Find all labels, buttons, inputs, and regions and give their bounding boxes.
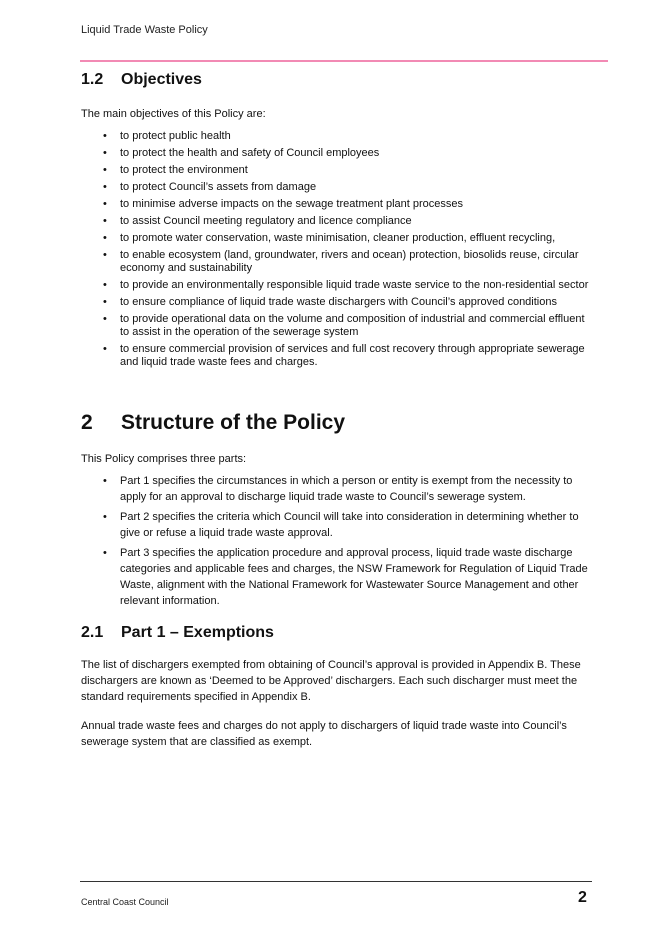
- list-item: • to ensure compliance of liquid trade waste dischargers with Council’s approved conditions: [103, 296, 557, 308]
- list-item: • to ensure commercial provision of services and full cost recovery through appropriate sewerage and liquid trade waste fees and charges.: [103, 343, 585, 368]
- bullet-icon: •: [103, 313, 107, 325]
- section-heading-structure: [81, 411, 345, 435]
- bullet-icon: •: [103, 475, 107, 487]
- page-number: 2: [578, 889, 587, 906]
- section-number: 2: [81, 411, 93, 434]
- list-item: • to provide an environmentally responsible liquid trade waste service to the non-residential sector: [103, 279, 589, 291]
- exemptions-paragraph-1: The list of dischargers exempted from obtaining of Council’s approval is provided in Appendix B. These dischargers are known as ‘Deemed to be Approved’ dischargers. Each such discharger must meet the standard requirements specified in Appendix B.: [81, 659, 581, 703]
- exemptions-paragraph-2: Annual trade waste fees and charges do not apply to dischargers of liquid trade waste into Council’s sewerage system that are classified as exempt.: [81, 720, 567, 748]
- bullet-icon: •: [103, 296, 107, 308]
- section-number: 1.2: [81, 71, 104, 88]
- list-item: • to minimise adverse impacts on the sewage treatment plant processes: [103, 198, 463, 210]
- bullet-icon: •: [103, 279, 107, 291]
- bullet-icon: •: [103, 147, 107, 159]
- bullet-icon: •: [103, 181, 107, 193]
- list-item: • to provide operational data on the volume and composition of industrial and commercial effluent to assist in the operation of the sewerage system: [103, 313, 585, 338]
- structure-intro: This Policy comprises three parts:: [81, 453, 247, 465]
- objectives-list: [81, 130, 596, 373]
- bullet-icon: •: [103, 343, 107, 355]
- bullet-icon: •: [103, 198, 107, 210]
- footer-divider: [80, 881, 592, 882]
- section-heading-objectives: [81, 71, 202, 89]
- section-number: 2.1: [81, 624, 104, 641]
- list-item: • Part 3 specifies the application procedure and approval process, liquid trade waste discharge categories and applicable fees and charges, the NSW Framework for Regulation of Liquid Trade Waste, alignment with the National Framework for Wastewater Source Management and other relevant information.: [103, 547, 588, 607]
- bullet-icon: •: [103, 249, 107, 261]
- list-item: • Part 2 specifies the criteria which Council will take into consideration in determining whether to give or refuse a liquid trade waste approval.: [103, 511, 579, 539]
- bullet-icon: •: [103, 232, 107, 244]
- list-item: • to protect Council’s assets from damage: [103, 181, 317, 193]
- header-divider: [80, 60, 608, 62]
- list-item: • to enable ecosystem (land, groundwater, rivers and ocean) protection, biosolids reuse, circular economy and sustainability: [103, 249, 579, 274]
- objectives-intro: The main objectives of this Policy are:: [81, 108, 266, 120]
- bullet-icon: •: [103, 511, 107, 523]
- bullet-icon: •: [103, 164, 107, 176]
- section-title: Structure of the Policy: [121, 411, 346, 434]
- list-item: • to protect public health: [103, 130, 231, 142]
- section-title: Objectives: [121, 71, 202, 88]
- bullet-icon: •: [103, 130, 107, 142]
- list-item: • to assist Council meeting regulatory and licence compliance: [103, 215, 412, 227]
- section-heading-exemptions: [81, 624, 274, 642]
- section-title: Part 1 – Exemptions: [121, 624, 274, 641]
- list-item: • to promote water conservation, waste minimisation, cleaner production, effluent recycling,: [103, 232, 556, 244]
- bullet-icon: •: [103, 215, 107, 227]
- list-item: • to protect the environment: [103, 164, 248, 176]
- footer-organisation: Central Coast Council: [81, 897, 169, 907]
- bullet-icon: •: [103, 547, 107, 559]
- structure-list: [81, 473, 596, 613]
- list-item: • to protect the health and safety of Council employees: [103, 147, 380, 159]
- list-item: • Part 1 specifies the circumstances in which a person or entity is exempt from the necessity to apply for an approval to discharge liquid trade waste to Council’s sewerage system.: [103, 475, 573, 503]
- running-header: Liquid Trade Waste Policy: [81, 24, 208, 36]
